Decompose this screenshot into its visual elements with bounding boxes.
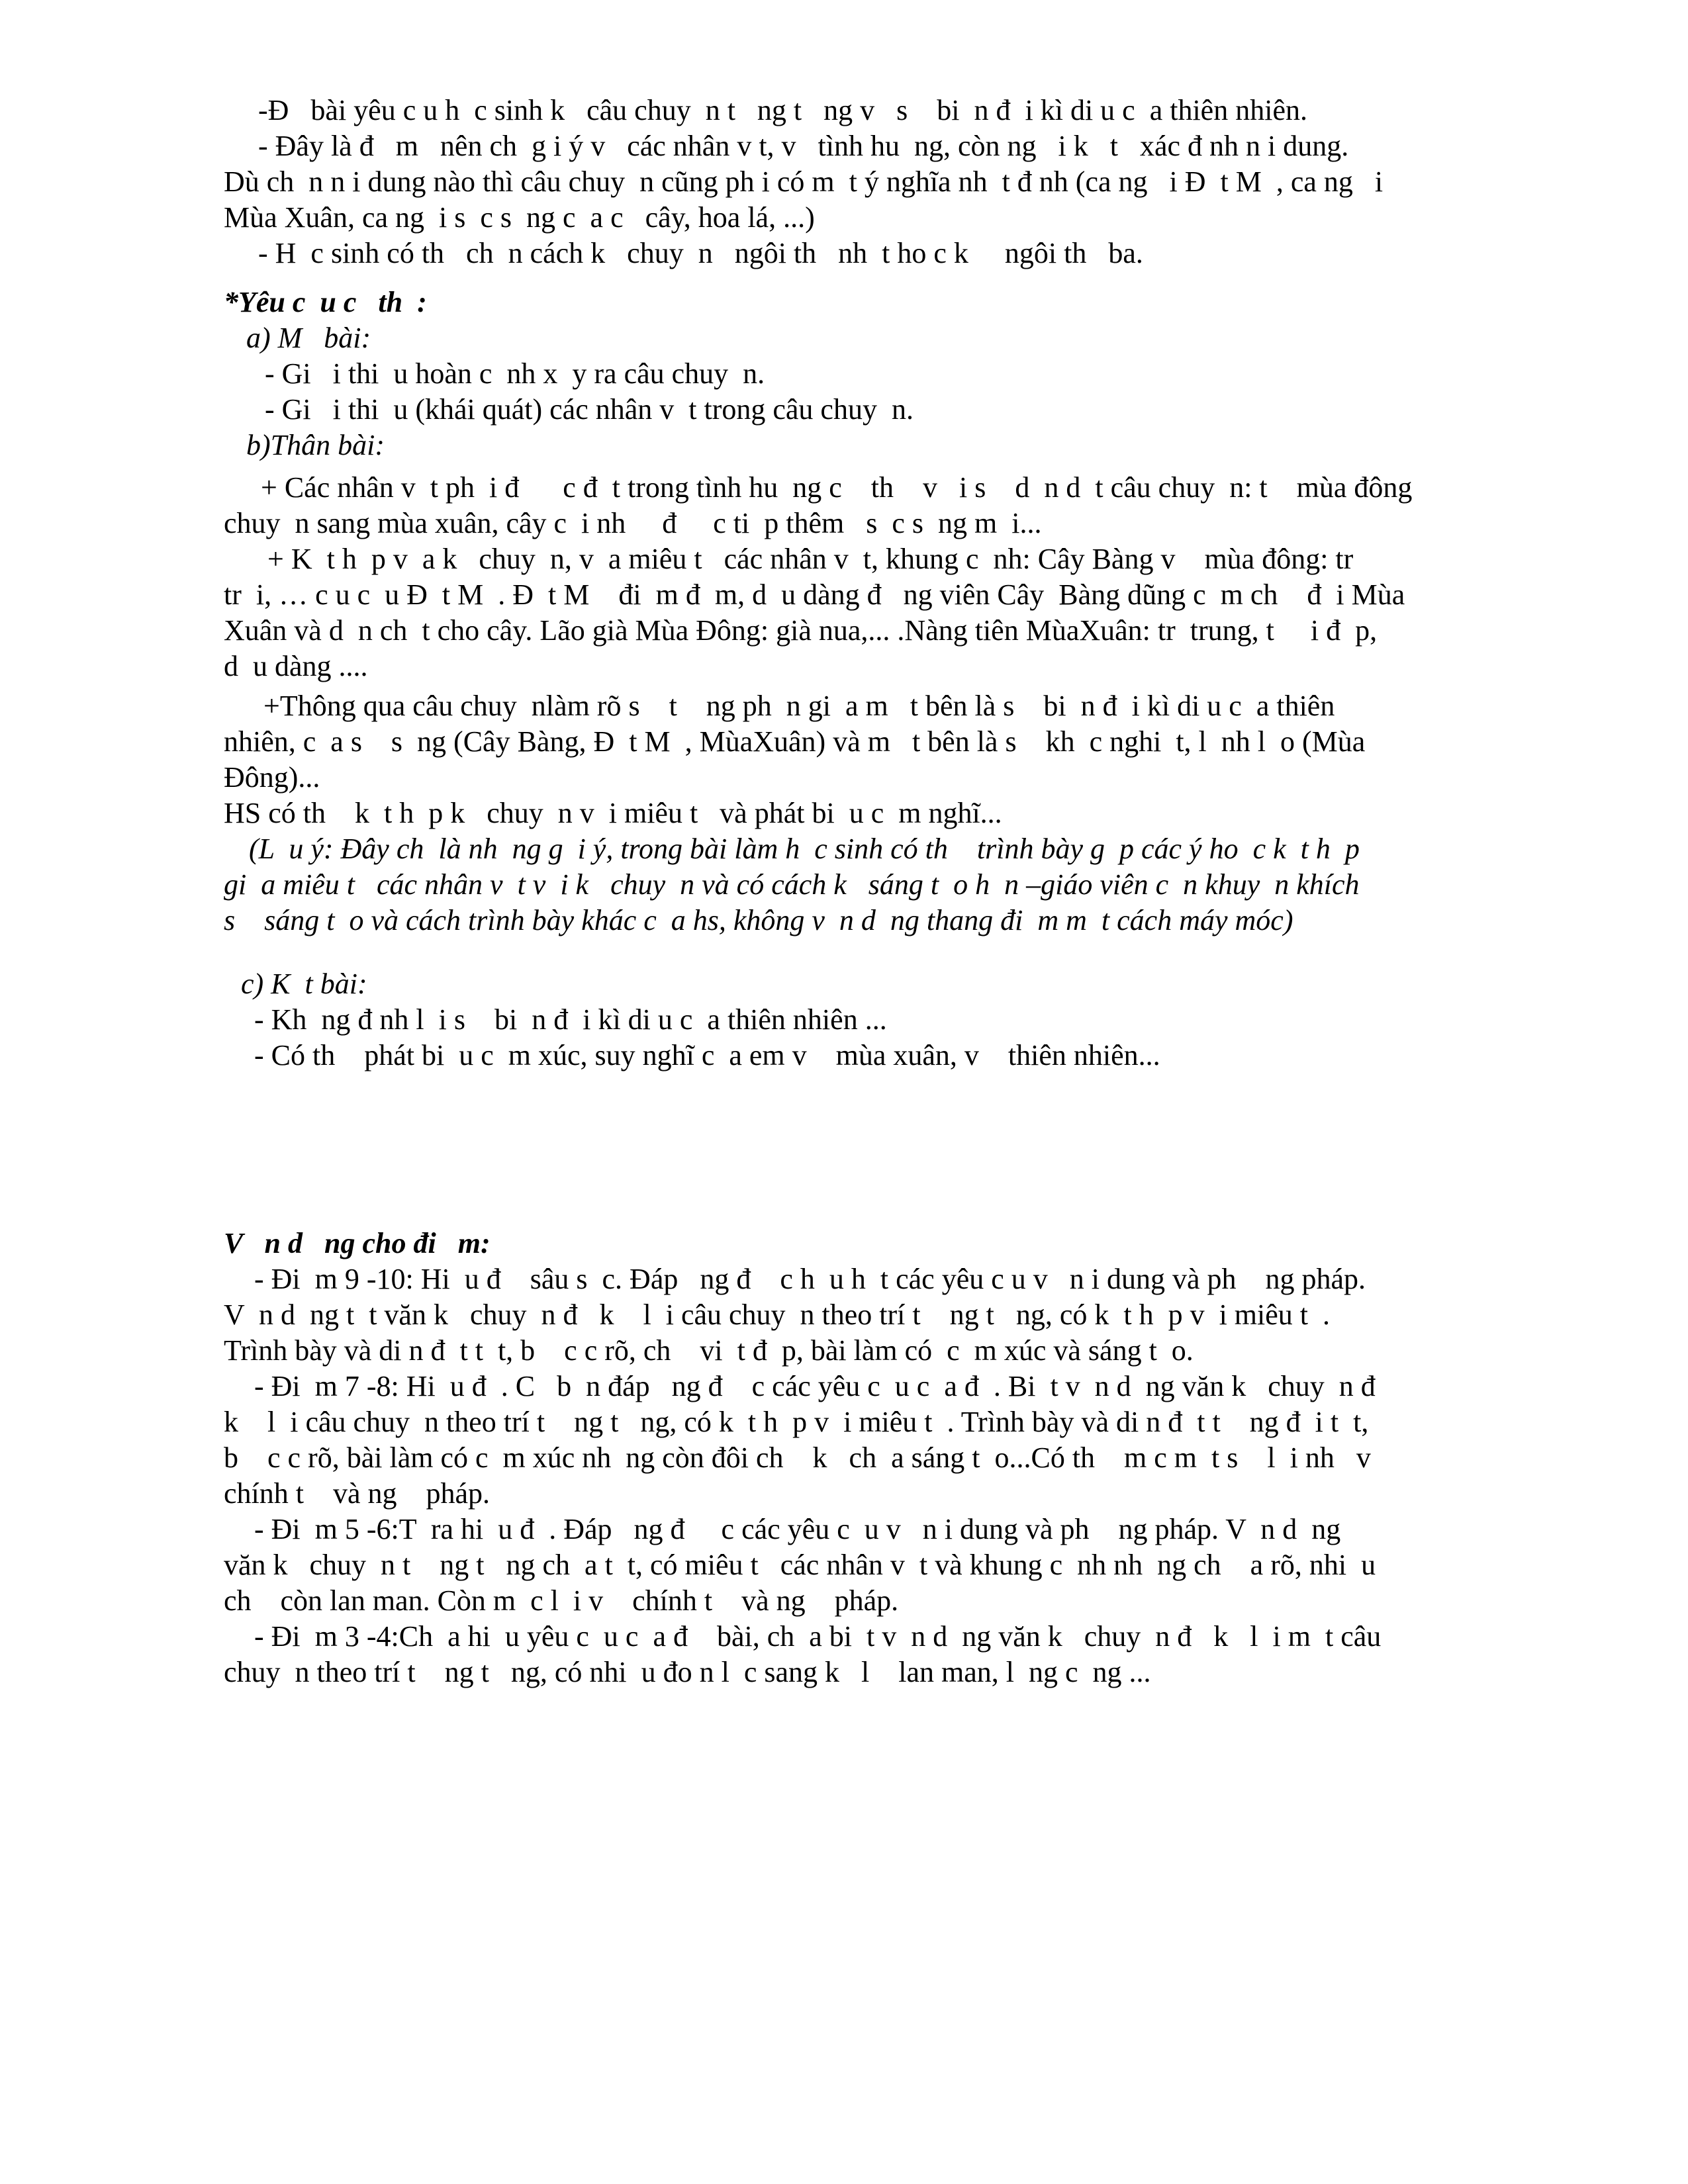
body-line: Xuân và d n ch t cho cây. Lão già Mùa Đông: già nua,... .Nàng tiên MùaXuân: tr trung, t i đ p, [224,614,1378,647]
body-heading: b)Thân bài: [246,429,385,461]
note-line: s sáng t o và cách trình bày khác c a hs, không v n d ng thang đi m m t cách máy móc) [224,904,1293,936]
requirements-section [224,285,1521,463]
body-line: chuy n sang mùa xuân, cây c i nh đ c ti p thêm s c s ng m i... [224,507,1042,539]
body-section [224,470,1521,938]
body-line: tr i, … c u c u Đ t M . Đ t M đi m đ m, d u dàng đ ng viên Cây Bàng dũng c m ch đ i Mùa [224,578,1405,611]
note-line: (L u ý: Đây ch là nh ng g i ý, trong bài làm h c sinh có th trình bày g p các ý ho c k t h p [249,833,1360,865]
conclusion-heading: c) K t bài: [241,968,367,1000]
opening-heading: a) M bài: [246,322,371,354]
grading-line: chính t và ng pháp. [224,1477,491,1510]
grading-line: văn k chuy n t ng t ng ch a t t, có miêu t các nhân v t và khung c nh nh ng ch a rõ, nhi u [224,1549,1376,1581]
grading-line: b c c rõ, bài làm có c m xúc nh ng còn đôi ch k ch a sáng t o...Có th m c m t s l i nh v [224,1441,1371,1474]
grading-section [224,1226,1521,1690]
intro-section [224,93,1521,271]
grading-line: - Đi m 3 -4:Ch a hi u yêu c u c a đ bài, ch a bi t v n d ng văn k chuy n đ k l i m t câu [254,1620,1382,1653]
grading-line: - Đi m 9 -10: Hi u đ sâu s c. Đáp ng đ c h u h t các yêu c u v n i dung và ph ng pháp. [254,1263,1366,1295]
grading-heading: V n d ng cho đi m: [224,1227,491,1259]
grading-line: k l i câu chuy n theo trí t ng t ng, có k t h p v i miêu t . Trình bày và di n đ t t ng đ i t t, [224,1406,1369,1438]
body-line: + Các nhân v t ph i đ c đ t trong tình hu ng c th v i s d n d t câu chuy n: t mùa đông [261,471,1413,504]
body-line: nhiên, c a s s ng (Cây Bàng, Đ t M , MùaXuân) và m t bên là s kh c nghi t, l nh l o (Mùa [224,725,1366,758]
body-line: Đông)... [224,761,320,794]
body-line: + K t h p v a k chuy n, v a miêu t các nhân v t, khung c nh: Cây Bàng v mùa đông: tr [267,543,1354,575]
intro-line: -Đ bài yêu c u h c sinh k câu chuy n t ng t ng v s bi n đ i kì di u c a thiên nhiên. [258,94,1307,126]
conclusion-item: - Kh ng đ nh l i s bi n đ i kì di u c a thiên nhiên ... [254,1003,887,1036]
grading-line: chuy n theo trí t ng t ng, có nhi u đo n l c sang k l lan man, l ng c ng ... [224,1656,1151,1688]
requirements-heading: *Yêu c u c th : [224,286,427,318]
intro-line: - Đây là đ m nên ch g i ý v các nhân v t, v tình hu ng, còn ng i k t xác đ nh n i dung. [258,130,1349,162]
conclusion-section [224,966,1521,1073]
intro-line: - H c sinh có th ch n cách k chuy n ngôi th nh t ho c k ngôi th ba. [258,237,1143,269]
grading-line: Trình bày và di n đ t t t, b c c rõ, ch vi t đ p, bài làm có c m xúc và sáng t o. [224,1334,1194,1367]
conclusion-item: - Có th phát bi u c m xúc, suy nghĩ c a em v mùa xuân, v thiên nhiên... [254,1039,1160,1071]
intro-line: Dù ch n n i dung nào thì câu chuy n cũng ph i có m t ý nghĩa nh t đ nh (ca ng i Đ t M , ca ng i [224,165,1383,198]
grading-line: V n d ng t t văn k chuy n đ k l i câu chuy n theo trí t ng t ng, có k t h p v i miêu t . [224,1298,1331,1331]
body-line: +Thông qua câu chuy nlàm rõ s t ng ph n gi a m t bên là s bi n đ i kì di u c a thiên [263,690,1335,722]
body-line: HS có th k t h p k chuy n v i miêu t và phát bi u c m nghĩ... [224,797,1002,829]
opening-item: - Gi i thi u (khái quát) các nhân v t trong câu chuy n. [265,393,914,426]
grading-line: ch còn lan man. Còn m c l i v chính t và ng pháp. [224,1584,899,1617]
intro-line: Mùa Xuân, ca ng i s c s ng c a c cây, hoa lá, ...) [224,201,815,234]
grading-line: - Đi m 5 -6:T ra hi u đ . Đáp ng đ c các yêu c u v n i dung và ph ng pháp. V n d ng [254,1513,1341,1545]
opening-item: - Gi i thi u hoàn c nh x y ra câu chuy n. [265,357,765,390]
body-line: d u dàng .... [224,650,368,682]
grading-line: - Đi m 7 -8: Hi u đ . C b n đáp ng đ c các yêu c u c a đ . Bi t v n d ng văn k chuy n đ [254,1370,1376,1402]
note-line: gi a miêu t các nhân v t v i k chuy n và có cách k sáng t o h n –giáo viên c n khuy n khích [224,868,1360,901]
